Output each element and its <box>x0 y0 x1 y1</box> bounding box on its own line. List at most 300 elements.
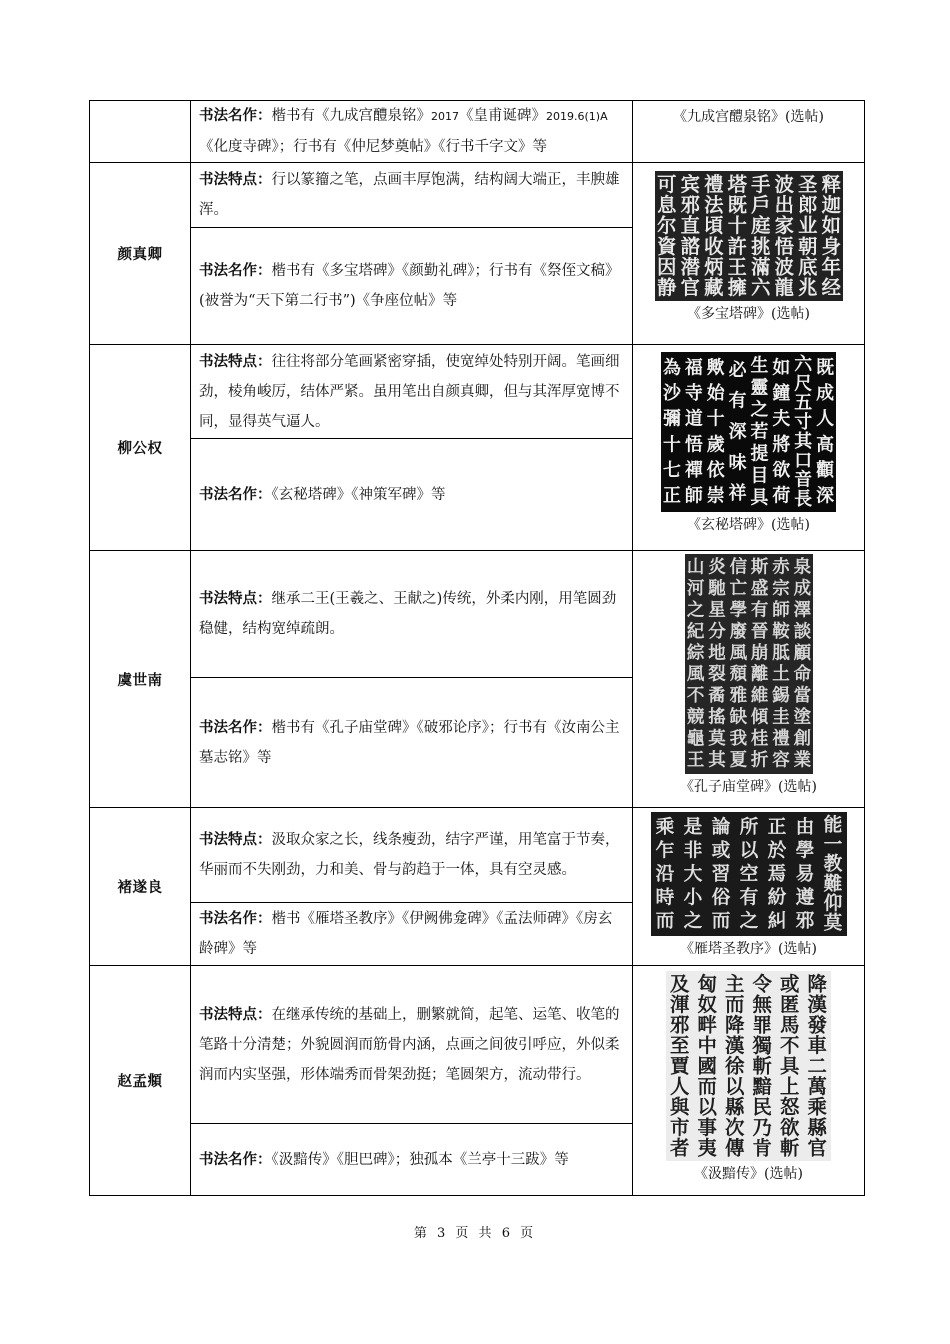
works-text-a: 楷书有《九成宫醴泉铭》 <box>271 108 431 124</box>
rubbing-character: 依 <box>706 460 725 481</box>
rubbing-character: 維 <box>750 686 768 707</box>
rubbing-character: 鞍 <box>771 621 790 642</box>
works-text: 楷书《雁塔圣教序》《伊阙佛龛碑》《孟法师碑》《房玄龄碑》等 <box>199 911 613 957</box>
works-cell <box>191 228 633 345</box>
rubbing-character: 音 <box>794 469 813 491</box>
rubbing-character: 六 <box>794 354 813 376</box>
rubbing-character: 分 <box>707 621 726 642</box>
image-caption: 《多宝塔碑》(选帖) <box>687 306 810 322</box>
rubbing-character: 遵 <box>795 886 814 909</box>
rubbing-character: 朝 <box>797 234 817 258</box>
image-caption: 《雁塔圣教序》(选帖) <box>680 941 817 957</box>
rubbing-character: 許 <box>727 234 747 258</box>
works-cell <box>191 678 633 808</box>
rubbing-character: 既 <box>816 357 835 379</box>
rubbing-character: 降 <box>725 1013 745 1037</box>
rubbing-character: 命 <box>793 664 811 685</box>
rubbing-character: 星 <box>707 600 726 621</box>
rubbing-character: 莫 <box>823 912 842 935</box>
calligrapher-name: 颜真卿 <box>90 163 191 345</box>
rubbing-character: 或 <box>780 972 800 996</box>
rubbing-character: 王 <box>686 750 704 771</box>
rubbing-character: 静 <box>656 276 676 300</box>
feature-text: 汲取众家之长，线条瘦劲，结字严谨，用笔富于节奏，华丽而不失刚劲，力和美、骨与韵趋于一体，具有空灵感。 <box>199 832 620 878</box>
rubbing-character: 歲 <box>706 434 725 456</box>
works-text: 《玄秘塔碑》《神策军碑》等 <box>271 486 446 503</box>
feature-text: 往往将部分笔画紧密穿插，使宽绰处特别开阔。笔画细劲，棱角峻厉，结体严紧。虽用笔出自颜真卿，但与其浑厚宽博不同，显得英气逼人。 <box>199 353 620 430</box>
rubbing-character: 沙 <box>662 383 681 404</box>
rubbing-character: 而 <box>711 910 730 933</box>
manuscript-image <box>666 971 831 1161</box>
rubbing-character: 龜 <box>686 728 704 749</box>
rubbing-character: 乘 <box>807 1095 827 1119</box>
rubbing-character: 夫 <box>772 408 791 430</box>
rubbing-character: 收 <box>703 234 723 258</box>
rubbing-character: 潜 <box>680 255 700 279</box>
image-caption: 《九成宫醴泉铭》(选帖) <box>673 109 824 125</box>
works-cell <box>191 439 633 551</box>
works-label: 书法名作： <box>199 719 272 736</box>
works-label: 书法名作： <box>199 911 272 927</box>
rubbing-character: 业 <box>797 214 817 238</box>
rubbing-character: 夏 <box>729 750 747 771</box>
rubbing-character: 或 <box>711 839 730 862</box>
rubbing-character: 教 <box>823 853 842 876</box>
rubbing-character: 傳 <box>725 1136 745 1160</box>
rubbing-character: 及 <box>670 972 690 996</box>
rubbing-character: 無 <box>752 993 772 1017</box>
rubbing-character: 所 <box>739 815 758 838</box>
rubbing-character: 資 <box>656 234 676 258</box>
rubbing-image <box>651 812 847 936</box>
rubbing-character: 莫 <box>707 728 726 749</box>
row-zhao-feature <box>90 966 865 1124</box>
rubbing-image <box>685 554 813 774</box>
image-caption: 《玄秘塔碑》(选帖) <box>687 517 810 533</box>
rubbing-character: 降 <box>807 972 827 996</box>
rubbing-character: 而 <box>697 1074 717 1098</box>
row-yan-feature <box>90 163 865 228</box>
rubbing-character: 有 <box>728 390 747 412</box>
rubbing-character: 二 <box>807 1054 827 1078</box>
feature-text: 行以篆籀之笔，点画丰厚饱满，结构阔大端正，丰腴雄浑。 <box>199 172 620 218</box>
rubbing-character: 始 <box>706 383 725 404</box>
rubbing-character: 乍 <box>655 839 674 862</box>
rubbing-character: 藏 <box>703 276 723 300</box>
rubbing-character: 有 <box>750 600 768 621</box>
rubbing-character: 車 <box>807 1034 827 1058</box>
rubbing-character: 人 <box>670 1074 690 1098</box>
rubbing-character: 悟 <box>684 434 703 456</box>
rubbing-character: 焉 <box>767 863 786 885</box>
rubbing-character: 畔 <box>697 1013 717 1037</box>
rubbing-character: 龍 <box>774 276 794 300</box>
rubbing-character: 禮 <box>771 728 790 749</box>
rubbing-character: 欲 <box>772 460 791 481</box>
rubbing-character: 頃 <box>703 214 723 238</box>
rubbing-character: 十 <box>662 434 681 456</box>
rubbing-character: 擁 <box>727 276 747 300</box>
works-small-note-1: 2017 <box>431 110 459 123</box>
rubbing-character: 息 <box>656 193 676 217</box>
rubbing-character: 尺 <box>794 373 813 395</box>
rubbing-character: 事 <box>697 1115 717 1139</box>
rubbing-character: 肯 <box>752 1136 772 1160</box>
rubbing-character: 搖 <box>707 707 726 728</box>
rubbing-character: 而 <box>725 993 745 1017</box>
rubbing-character: 提 <box>750 443 769 465</box>
rubbing-character: 之 <box>683 910 702 933</box>
rubbing-character: 既 <box>727 193 747 217</box>
rubbing-character: 折 <box>750 750 768 771</box>
rubbing-character: 寸 <box>794 411 813 433</box>
rubbing-character: 必 <box>728 359 747 381</box>
rubbing-character: 亡 <box>729 579 747 600</box>
rubbing-character: 馬 <box>780 1013 800 1037</box>
rubbing-character: 波 <box>774 255 794 279</box>
rubbing-character: 邪 <box>680 193 700 217</box>
rubbing-character: 師 <box>684 485 703 507</box>
rubbing-character: 祥 <box>728 483 747 505</box>
rubbing-character: 為 <box>662 357 681 379</box>
feature-cell <box>191 551 633 678</box>
calligrapher-name: 褚遂良 <box>90 808 191 966</box>
calligrapher-name: 赵孟頫 <box>90 966 191 1196</box>
rubbing-character: 五 <box>794 392 813 414</box>
rubbing-character: 地 <box>707 643 726 664</box>
rubbing-character: 迦 <box>821 193 841 217</box>
rubbing-character: 創 <box>793 728 811 749</box>
rubbing-character: 之 <box>739 910 758 933</box>
rubbing-character: 俗 <box>711 886 730 909</box>
rubbing-character: 其 <box>794 431 813 453</box>
rubbing-character: 不 <box>780 1034 800 1058</box>
rubbing-character: 福 <box>684 357 703 379</box>
rubbing-character: 裂 <box>707 664 726 685</box>
rubbing-character: 十 <box>706 408 725 430</box>
rubbing-character: 徐 <box>725 1054 745 1078</box>
rubbing-character: 市 <box>670 1115 690 1139</box>
rubbing-character: 宗 <box>771 579 790 600</box>
rubbing-character: 邪 <box>795 910 814 933</box>
feature-label: 书法特点： <box>199 832 272 848</box>
rubbing-character: 將 <box>772 434 791 456</box>
rubbing-character: 賈 <box>670 1054 690 1078</box>
rubbing-character: 年 <box>821 255 841 279</box>
rubbing-character: 當 <box>793 686 811 707</box>
rubbing-character: 若 <box>750 421 769 443</box>
rubbing-image <box>661 352 836 512</box>
rubbing-character: 風 <box>729 643 747 664</box>
feature-cell <box>191 345 633 439</box>
rubbing-character: 斯 <box>750 557 768 578</box>
rubbing-character: 塔 <box>727 172 747 196</box>
feature-label: 书法特点： <box>199 1006 272 1023</box>
rubbing-character: 土 <box>771 664 790 685</box>
rubbing-character: 禪 <box>684 460 703 481</box>
rubbing-character: 令 <box>752 972 772 996</box>
rubbing-character: 具 <box>780 1054 800 1078</box>
rubbing-character: 馳 <box>707 579 726 600</box>
rubbing-character: 談 <box>793 621 811 642</box>
rubbing-character: 歟 <box>706 357 725 379</box>
rubbing-character: 官 <box>807 1136 827 1160</box>
image-cell <box>633 101 865 163</box>
rubbing-character: 口 <box>794 450 813 472</box>
rubbing-character: 小 <box>683 886 702 909</box>
row-continuation <box>90 101 865 163</box>
rubbing-character: 寺 <box>684 383 703 404</box>
rubbing-character: 能 <box>823 813 842 836</box>
rubbing-character: 圭 <box>771 707 790 728</box>
rubbing-character: 桂 <box>750 728 768 749</box>
works-label: 书法名作： <box>199 486 272 503</box>
rubbing-character: 靈 <box>750 377 769 399</box>
rubbing-character: 雅 <box>729 686 747 707</box>
rubbing-character: 離 <box>750 664 768 685</box>
rubbing-background <box>666 971 831 1161</box>
rubbing-character: 以 <box>697 1095 717 1119</box>
feature-label: 书法特点： <box>199 172 272 188</box>
rubbing-character: 高 <box>816 434 835 456</box>
rubbing-character: 匿 <box>780 993 800 1017</box>
feature-text: 在继承传统的基础上，删繁就简，起笔、运笔、收笔的笔路十分清楚；外貌圆润而筋骨内涵，点画之间彼引呼应，外似柔润而内实坚强，形体端秀而骨架劲挺；笔圆架方，流动带行。 <box>199 1006 620 1083</box>
rubbing-character: 學 <box>795 839 814 862</box>
rubbing-character: 沿 <box>655 863 674 885</box>
rubbing-character: 成 <box>816 383 835 404</box>
feature-text: 继承二王(王羲之、王献之)传统，外柔内刚，用笔圆劲稳健，结构宽绰疏朗。 <box>199 591 617 637</box>
rubbing-character: 至 <box>670 1034 690 1058</box>
rubbing-character: 目 <box>750 465 769 487</box>
rubbing-character: 奴 <box>697 993 717 1017</box>
image-cell <box>633 163 865 345</box>
rubbing-character: 顴 <box>816 460 835 481</box>
feature-cell <box>191 808 633 903</box>
rubbing-character: 難 <box>823 872 842 895</box>
rubbing-character: 因 <box>656 255 676 279</box>
rubbing-character: 彌 <box>662 408 681 430</box>
feature-label: 书法特点： <box>199 353 272 370</box>
rubbing-character: 次 <box>725 1115 745 1139</box>
works-text: 楷书有《孔子庙堂碑》《破邪论序》；行书有《汝南公主墓志铭》等 <box>199 719 620 766</box>
image-caption: 《孔子庙堂碑》(选帖) <box>680 779 817 795</box>
rubbing-character: 禮 <box>703 172 723 196</box>
works-small-note-2: 2019.6(1)A <box>546 110 608 123</box>
rubbing-character: 學 <box>729 600 747 621</box>
rubbing-character: 與 <box>670 1095 690 1119</box>
rubbing-character: 深 <box>816 485 835 507</box>
calligrapher-name: 虞世南 <box>90 551 191 808</box>
feature-label: 书法特点： <box>199 591 272 607</box>
rubbing-character: 六 <box>750 276 770 300</box>
rubbing-character: 七 <box>662 460 681 481</box>
rubbing-character: 炳 <box>703 255 723 279</box>
rubbing-character: 经 <box>821 276 841 300</box>
rubbing-character: 成 <box>793 579 811 600</box>
rubbing-character: 不 <box>686 686 704 707</box>
rubbing-character: 紀 <box>686 621 704 642</box>
rubbing-character: 荷 <box>772 485 791 507</box>
rubbing-character: 糾 <box>767 910 786 933</box>
rubbing-character: 悟 <box>774 234 794 258</box>
rubbing-character: 庭 <box>750 214 770 238</box>
row-chu-feature <box>90 808 865 903</box>
works-text-b: 《皇甫诞碑》 <box>459 108 546 124</box>
rubbing-character: 邪 <box>670 1013 690 1037</box>
rubbing-character: 山 <box>686 557 704 578</box>
rubbing-character: 習 <box>711 863 730 885</box>
rubbing-character: 非 <box>683 839 702 862</box>
rubbing-character: 諮 <box>680 234 700 258</box>
rubbing-character: 國 <box>697 1054 717 1078</box>
rubbing-character: 容 <box>771 750 790 771</box>
rubbing-character: 渾 <box>670 993 690 1017</box>
rubbing-character: 人 <box>816 408 835 430</box>
rubbing-character: 發 <box>807 1013 827 1037</box>
works-text-c: 《化度寺碑》；行书有《仲尼梦奠帖》《行书千字文》等 <box>199 139 547 155</box>
rubbing-character: 頹 <box>729 664 747 685</box>
rubbing-character: 如 <box>772 357 791 379</box>
rubbing-character: 仰 <box>823 892 842 915</box>
rubbing-character: 道 <box>684 408 703 430</box>
rubbing-character: 澤 <box>793 600 811 621</box>
works-label: 书法名作： <box>199 263 272 279</box>
row-yu-feature <box>90 551 865 678</box>
rubbing-character: 身 <box>821 234 841 258</box>
rubbing-character: 由 <box>795 815 814 838</box>
rubbing-character: 法 <box>703 193 723 217</box>
rubbing-character: 風 <box>686 664 704 685</box>
rubbing-character: 匈 <box>697 972 717 996</box>
rubbing-character: 味 <box>728 452 747 474</box>
rubbing-character: 錫 <box>771 686 790 707</box>
rubbing-character: 大 <box>683 863 702 885</box>
feature-cell <box>191 966 633 1124</box>
image-cell <box>633 551 865 808</box>
rubbing-character: 師 <box>771 600 790 621</box>
rubbing-character: 顧 <box>793 643 811 664</box>
rubbing-character: 十 <box>727 214 747 238</box>
rubbing-character: 黯 <box>752 1074 772 1098</box>
image-cell <box>633 808 865 966</box>
rubbing-character: 傾 <box>750 707 768 728</box>
rubbing-character: 競 <box>686 707 704 728</box>
rubbing-character: 官 <box>680 276 700 300</box>
rubbing-character: 斬 <box>780 1136 800 1160</box>
rubbing-character: 我 <box>729 728 747 749</box>
rubbing-character: 一 <box>823 833 842 856</box>
image-caption: 《汲黯传》(选帖) <box>694 1166 803 1182</box>
rubbing-character: 其 <box>707 750 726 771</box>
rubbing-character: 鐘 <box>772 383 791 404</box>
rubbing-character: 崇 <box>706 485 725 507</box>
rubbing-character: 而 <box>655 910 674 933</box>
rubbing-character: 出 <box>774 193 794 217</box>
rubbing-character: 胝 <box>771 643 790 664</box>
rubbing-character: 生 <box>750 355 769 377</box>
works-label: 书法名作： <box>199 108 272 124</box>
rubbing-character: 空 <box>739 863 758 885</box>
rubbing-character: 獨 <box>752 1034 772 1058</box>
rubbing-character: 崩 <box>750 643 768 664</box>
rubbing-character: 家 <box>774 214 794 238</box>
rubbing-character: 宾 <box>680 172 700 196</box>
rubbing-character: 綜 <box>686 643 704 664</box>
rubbing-character: 正 <box>767 815 786 838</box>
rubbing-character: 泉 <box>793 557 811 578</box>
rubbing-character: 河 <box>686 579 704 600</box>
rubbing-character: 有 <box>739 886 758 909</box>
calligrapher-name: 柳公权 <box>90 345 191 551</box>
rubbing-character: 直 <box>680 214 700 238</box>
rubbing-character: 郎 <box>797 193 817 217</box>
rubbing-image <box>655 171 843 301</box>
rubbing-character: 是 <box>683 815 702 838</box>
rubbing-character: 戶 <box>750 193 770 217</box>
rubbing-character: 以 <box>725 1074 745 1098</box>
rubbing-character: 縣 <box>807 1115 827 1139</box>
works-text: 楷书有《多宝塔碑》《颜勤礼碑》；行书有《祭侄文稿》(被誉为“天下第二行书”)《争座位帖》等 <box>199 263 620 309</box>
rubbing-character: 於 <box>767 839 786 862</box>
rubbing-character: 尔 <box>656 214 676 238</box>
rubbing-character: 業 <box>793 750 811 771</box>
rubbing-character: 萬 <box>807 1074 827 1098</box>
works-cell <box>191 903 633 966</box>
rubbing-character: 具 <box>750 487 769 509</box>
rubbing-character: 波 <box>774 172 794 196</box>
rubbing-character: 深 <box>728 421 747 443</box>
rubbing-character: 之 <box>750 399 769 421</box>
rubbing-character: 赤 <box>771 557 790 578</box>
rubbing-character: 以 <box>739 839 758 862</box>
rubbing-character: 王 <box>727 255 747 279</box>
rubbing-character: 之 <box>686 600 704 621</box>
rubbing-character: 乃 <box>752 1115 772 1139</box>
works-cell <box>191 101 633 163</box>
rubbing-character: 漢 <box>807 993 827 1017</box>
calligraphers-table <box>89 100 865 1196</box>
rubbing-character: 主 <box>725 972 745 996</box>
image-cell <box>633 345 865 551</box>
name-cell-empty <box>90 101 191 163</box>
rubbing-character: 圣 <box>797 172 817 196</box>
rubbing-character: 斬 <box>752 1054 772 1078</box>
rubbing-character: 紛 <box>767 886 786 909</box>
feature-cell <box>191 163 633 228</box>
rubbing-character: 矞 <box>707 686 726 707</box>
rubbing-character: 正 <box>662 485 681 507</box>
row-liu-feature <box>90 345 865 439</box>
rubbing-character: 信 <box>729 557 747 578</box>
rubbing-character: 盛 <box>750 579 768 600</box>
rubbing-character: 論 <box>711 815 730 838</box>
rubbing-character: 廢 <box>729 621 747 642</box>
rubbing-character: 者 <box>670 1136 690 1160</box>
rubbing-character: 易 <box>795 863 814 885</box>
rubbing-character: 手 <box>750 172 770 196</box>
page-footer: 第 3 页 共 6 页 <box>413 1226 537 1241</box>
rubbing-character: 夷 <box>697 1136 717 1160</box>
image-cell <box>633 966 865 1196</box>
rubbing-character: 時 <box>655 886 674 909</box>
rubbing-character: 長 <box>794 488 813 510</box>
rubbing-character: 底 <box>797 255 817 279</box>
rubbing-character: 縣 <box>725 1095 745 1119</box>
rubbing-character: 中 <box>697 1034 717 1058</box>
works-label: 书法名作： <box>199 1151 272 1168</box>
rubbing-character: 上 <box>780 1074 800 1098</box>
rubbing-character: 乘 <box>655 815 674 838</box>
